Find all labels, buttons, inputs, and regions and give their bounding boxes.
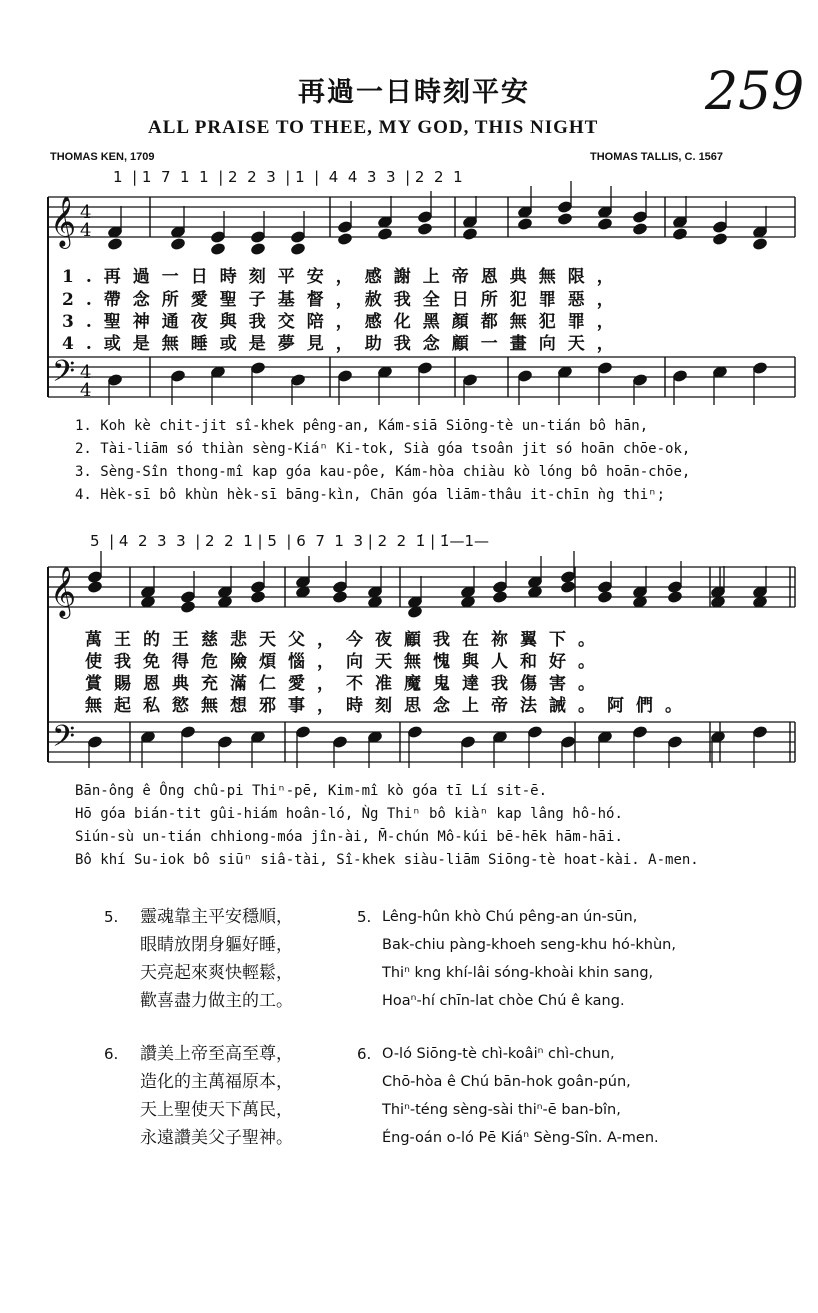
stanza5-number-taiwanese: 5. <box>357 908 372 926</box>
time-signature: 4 <box>80 220 92 241</box>
note-head <box>250 590 265 603</box>
verse2-taiwanese-lyric-2: Hō góa bián-tit gûi-hiám hoân-ló, Ǹg Thiⁿ bô kiàⁿ kap lâng hô-hó. <box>75 806 623 822</box>
time-signature: 4 <box>80 202 92 223</box>
number-notation-line-1: 1 | 1 7 1 1 | 2 2 3 | 1 | 4 4 3 3 | 2 2 1 <box>113 168 463 186</box>
verse3-taiwanese-lyric: 3. Sèng-Sîn thong-mî kap góa kau-pôe, Kám-hòa chiàu kò lóng bô hoān-chōe, <box>75 464 691 480</box>
stanza6-taiwanese-line: Thiⁿ-téng sèng-sài thiⁿ-ē ban-bîn, <box>382 1102 621 1118</box>
note-head <box>557 212 572 225</box>
verse1-taiwanese-lyric-2: Bān-ông ê Ông chû-pi Thiⁿ-pē, Kim-mî kò góa tī Lí sit-ē. <box>75 783 548 799</box>
stanza5-chinese <box>140 903 293 1015</box>
note-head <box>250 242 265 255</box>
composer-credit: THOMAS TALLIS, C. 1567 <box>590 151 724 163</box>
number-notation-line-2: 5 | 4 2 3 3 | 2 2 1 | 5 | 6 7 1 3 | 2 2 1̇ | 1̇—1— <box>90 532 489 550</box>
bass-clef-icon: 𝄢 <box>52 720 76 761</box>
bass-clef-icon: 𝄢 <box>52 355 76 396</box>
stanza5-taiwanese-line: Lêng-hûn khò Chú pêng-an ún-sūn, <box>382 909 638 925</box>
note-head <box>290 242 305 255</box>
note-head <box>632 222 647 235</box>
stanza5-chinese-line: 歡喜盡力做主的工。 <box>140 991 293 1011</box>
author-credit: THOMAS KEN, 1709 <box>50 151 155 163</box>
stanza6-taiwanese-line: Éng-oán o-ló Pē Kiáⁿ Sèng-Sîn. A-men. <box>382 1130 659 1146</box>
time-signature: 4 <box>80 362 92 383</box>
note-head <box>210 242 225 255</box>
verse2-chinese-lyric-2: 使我免得危險煩惱，向天無愧與人和好。 <box>85 652 607 672</box>
verse1-chinese-lyric-2: 萬王的王慈悲天父，今夜顧我在祢翼下。 <box>85 630 607 650</box>
note-head <box>517 217 532 230</box>
title-chinese: 再過一日時刻平安 <box>298 77 530 108</box>
note-head <box>170 237 185 250</box>
verse4-chinese-lyric: 4.或是無睡或是夢見，助我念顧一畫向天， <box>62 334 626 354</box>
stanza5-chinese-line: 眼睛放閉身軀好睡， <box>140 935 293 955</box>
verse2-taiwanese-lyric: 2. Tài-liām só thiàn sèng-Kiáⁿ Ki-tok, Sià góa tsoân jit só hoān chōe-ok, <box>75 441 691 457</box>
stanza6-number-chinese: 6. <box>104 1045 119 1063</box>
title-english: ALL PRAISE TO THEE, MY GOD, THIS NIGHT <box>148 117 599 138</box>
stanza6-chinese-line: 造化的主萬福原本， <box>140 1072 293 1092</box>
stanza5-taiwanese-line: Thiⁿ kng khí-lâi sóng-khoài khin sang, <box>382 965 654 981</box>
verse4-taiwanese-lyric: 4. Hèk-sī bô khùn hèk-sī bāng-kìn, Chān góa liām-thâu it-chīn ǹg thiⁿ; <box>75 487 666 503</box>
stanza6-taiwanese-line: Chō-hòa ê Chú bān-hok goân-pún, <box>382 1074 631 1090</box>
stanza5-chinese-line: 天亮起來爽快輕鬆， <box>140 963 293 983</box>
note-head <box>667 590 682 603</box>
note-head <box>492 590 507 603</box>
note-head <box>597 590 612 603</box>
stanza5-taiwanese-line: Hoaⁿ-hí chīn-lat chòe Chú ê kang. <box>382 993 625 1009</box>
note-head <box>417 222 432 235</box>
stanza6-chinese-line: 永遠讚美父子聖神。 <box>140 1128 293 1148</box>
note-head <box>752 237 767 250</box>
note-head <box>87 580 102 593</box>
hymn-number: 259 <box>705 62 805 122</box>
treble-clef-icon: 𝄞 <box>50 196 77 247</box>
verse3-taiwanese-lyric-2: Siún-sù un-tián chhiong-móa jîn-ài, M̄-chún Mô-kúi bē-hēk hām-hāi. <box>75 829 623 845</box>
verse4-chinese-lyric-2: 無起私慾無想邪事，時刻思念上帝法誡。阿們。 <box>85 696 694 716</box>
stanza6-number-taiwanese: 6. <box>357 1045 372 1063</box>
treble-clef-icon: 𝄞 <box>50 566 77 617</box>
verse4-taiwanese-lyric-2: Bô khí Su-iok bô siūⁿ siâ-tài, Sî-khek siàu-liām Siōng-tè hoat-kài. A-men. <box>75 852 699 868</box>
verse3-chinese-lyric: 3.聖神通夜與我交陪，感化黑顏都無犯罪， <box>62 312 626 332</box>
verse1-chinese-lyric: 1.再過一日時刻平安，感謝上帝恩典無限， <box>62 267 626 287</box>
note-head <box>332 590 347 603</box>
note-head <box>462 227 477 240</box>
stanza6-taiwanese <box>382 1040 659 1152</box>
stanza6-chinese-line: 天上聖使天下萬民， <box>140 1100 293 1120</box>
stanza5-number-chinese: 5. <box>104 908 119 926</box>
note-head <box>377 227 392 240</box>
note-head <box>597 217 612 230</box>
note-head <box>107 237 122 250</box>
verse1-taiwanese-lyric: 1. Koh kè chit-jit sî-khek pêng-an, Kám-siā Siōng-tè un-tián bô hān, <box>75 418 649 434</box>
stanza6-chinese <box>140 1040 293 1152</box>
time-signature: 4 <box>80 380 92 401</box>
note-head <box>180 600 195 613</box>
stanza5-taiwanese-line: Bak-chiu pàng-khoeh seng-khu hó-khùn, <box>382 937 676 953</box>
stanza6-taiwanese-line: O-ló Siōng-tè chì-koâiⁿ chì-chun, <box>382 1046 615 1062</box>
stanza5-taiwanese <box>382 903 676 1015</box>
verse2-chinese-lyric: 2.帶念所愛聖子基督，赦我全日所犯罪惡， <box>62 290 626 310</box>
note-head <box>337 232 352 245</box>
note-head <box>712 232 727 245</box>
note-head <box>560 580 575 593</box>
stanza5-chinese-line: 靈魂靠主平安穩順， <box>140 907 293 927</box>
stanza6-chinese-line: 讚美上帝至高至尊， <box>140 1044 293 1064</box>
verse3-chinese-lyric-2: 賞賜恩典充滿仁愛，不准魔鬼達我傷害。 <box>85 674 607 694</box>
note-head <box>672 227 687 240</box>
